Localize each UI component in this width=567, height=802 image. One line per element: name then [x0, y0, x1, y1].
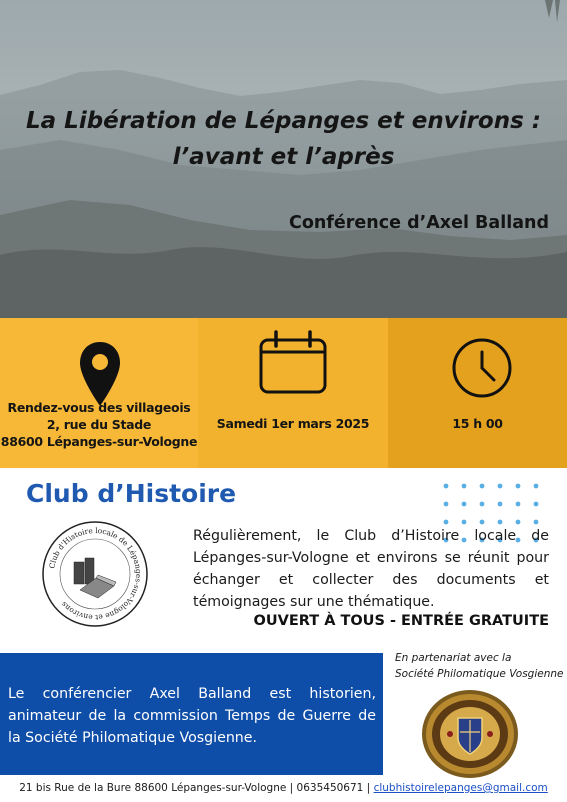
event-title-line-1: La Libération de Lépanges et environs :: [25, 108, 542, 134]
location-text: [0, 399, 198, 450]
club-title: Club d’Histoire: [26, 479, 237, 508]
partner-line-2: Société Philomatique Vosgienne: [395, 668, 564, 680]
location-panel: [0, 318, 198, 468]
event-title-line-2: l’avant et l’après: [172, 144, 395, 170]
speaker-bio: [8, 683, 376, 749]
hero-photo: [0, 0, 567, 318]
event-title: [0, 103, 567, 175]
speaker-bio-line-1: Le conférencier Axel Balland est historien,: [8, 686, 376, 702]
location-line-3: 88600 Lépanges-sur-Vologne: [0, 434, 198, 449]
club-description-line-3: échanger et collecter des documents et: [193, 572, 549, 588]
speaker-bio-line-3: la Société Philomatique Vosgienne.: [8, 730, 258, 746]
footer-contact: [0, 782, 567, 794]
partner-text: [395, 650, 564, 682]
club-description-line-2: Lépanges-sur-Vologne et environs se réunit pour: [193, 550, 549, 566]
event-subtitle: Conférence d’Axel Balland: [288, 213, 549, 233]
club-seal-logo: [40, 520, 150, 628]
philomatique-medal-logo: [420, 688, 520, 780]
club-description-line-1: Régulièrement, le Club d’Histoire locale de: [193, 528, 549, 544]
clock-icon: [451, 337, 513, 399]
open-to-all-notice: OUVERT À TOUS - ENTRÉE GRATUITE: [253, 613, 549, 629]
location-line-2: 2, rue du Stade: [46, 417, 152, 432]
location-line-1: Rendez-vous des villageois: [7, 400, 191, 415]
date-panel: [198, 318, 388, 468]
date-text: Samedi 1er mars 2025: [216, 416, 370, 431]
speaker-panel: [0, 653, 383, 775]
footer-email-link[interactable]: clubhistoirelepanges@gmail.com: [373, 782, 548, 794]
footer-address-phone: 21 bis Rue de la Bure 88600 Lépanges-sur-Vologne | 0635450671 |: [19, 782, 374, 794]
club-description-line-4: témoignages sur une thématique.: [193, 594, 435, 610]
club-description: [193, 525, 549, 613]
partner-line-1: En partenariat avec la: [395, 652, 512, 664]
speaker-bio-line-2: animateur de la commission Temps de Guerre de: [8, 708, 376, 724]
svg-text:Club d'Histoire locale de Lépa: Club d'Histoire locale de Lépanges-sur-Vologne et environs: [47, 525, 144, 623]
time-panel: [388, 318, 567, 468]
calendar-icon: [258, 330, 328, 396]
time-text: 15 h 00: [452, 416, 503, 431]
